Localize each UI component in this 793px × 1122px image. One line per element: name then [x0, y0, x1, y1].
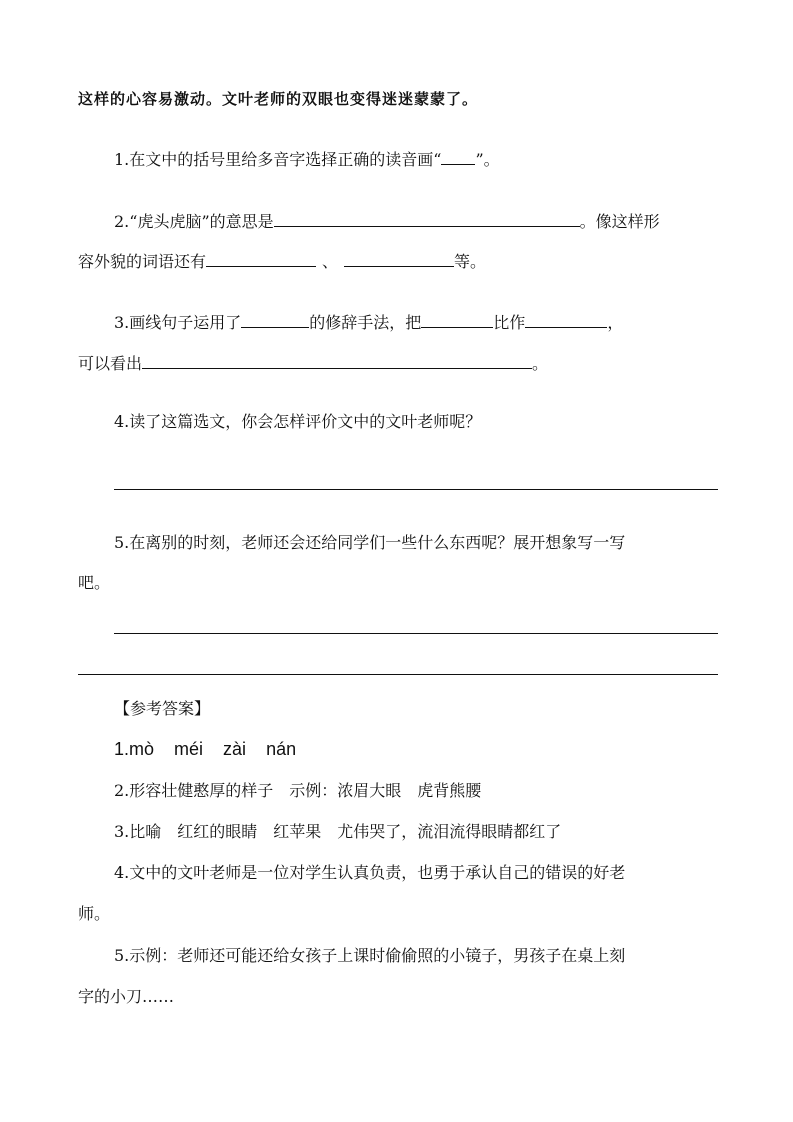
- answer-blank[interactable]: [441, 148, 475, 165]
- question-3-line2-suffix: 。: [532, 354, 549, 373]
- answer-3: 3.比喻 红红的眼睛 红苹果 尤伟哭了，流泪流得眼睛都红了: [114, 822, 562, 841]
- passage-last-line: 这样的心容易激动。文叶老师的双眼也变得迷迷蒙蒙了。: [78, 90, 479, 108]
- answer-5-line-1: 5.示例：老师还可能还给女孩子上课时偷偷照的小镜子，男孩子在桌上刻: [114, 946, 626, 965]
- question-3-text-4: ，: [607, 313, 624, 332]
- answer-line-4[interactable]: [114, 489, 718, 490]
- question-2-text: 2.“虎头虎脑”的意思是: [114, 212, 274, 231]
- answers-heading: 【参考答案】: [114, 699, 211, 718]
- question-5-line-1: 5.在离别的时刻，老师还会还给同学们一些什么东西呢？展开想象写一写: [114, 533, 626, 552]
- answer-blank[interactable]: [206, 250, 316, 267]
- answer-line-5a[interactable]: [114, 633, 718, 634]
- question-3-line-1: [114, 311, 623, 333]
- answer-1: [114, 739, 296, 759]
- question-2-suffix: 。像这样形: [579, 212, 660, 231]
- question-3-line-2: [78, 352, 548, 374]
- answer-1-prefix: 1.: [114, 739, 130, 759]
- answer-2: 2.形容壮健憨厚的样子 示例：浓眉大眼 虎背熊腰: [114, 781, 482, 800]
- question-2-line2-text: 容外貌的词语还有: [78, 252, 207, 271]
- answer-blank[interactable]: [344, 250, 454, 267]
- question-3-line2-text: 可以看出: [78, 354, 143, 373]
- question-2-line-1: [114, 210, 660, 232]
- question-3-text: 3.画线句子运用了: [114, 313, 242, 332]
- answer-blank[interactable]: [421, 311, 493, 328]
- answer-blank[interactable]: [241, 311, 309, 328]
- separator: 、: [322, 252, 339, 271]
- answer-blank[interactable]: [142, 352, 532, 369]
- question-3-text-3: 比作: [493, 313, 526, 332]
- answer-blank[interactable]: [274, 210, 580, 227]
- question-2-line2-suffix: 等。: [454, 252, 487, 271]
- question-1-text: 1.在文中的括号里给多音字选择正确的读音画“: [114, 150, 442, 169]
- answer-5-line-2: 字的小刀……: [78, 987, 175, 1006]
- pinyin-3: zài: [223, 739, 247, 759]
- pinyin-1: mò: [129, 739, 155, 759]
- question-2-line-2: [78, 250, 486, 272]
- answer-line-5b[interactable]: [78, 674, 718, 675]
- answer-blank[interactable]: [525, 311, 607, 328]
- answer-4-line-2: 师。: [78, 904, 111, 923]
- question-1: [114, 148, 500, 170]
- question-1-suffix: ”。: [475, 150, 500, 169]
- question-4: 4.读了这篇选文，你会怎样评价文中的文叶老师呢？: [114, 412, 482, 431]
- pinyin-4: nán: [266, 739, 297, 759]
- question-3-text-2: 的修辞手法，把: [309, 313, 422, 332]
- answer-4-line-1: 4.文中的文叶老师是一位对学生认真负责，也勇于承认自己的错误的好老: [114, 863, 626, 882]
- pinyin-2: méi: [174, 739, 204, 759]
- question-5-line-2: 吧。: [78, 573, 111, 592]
